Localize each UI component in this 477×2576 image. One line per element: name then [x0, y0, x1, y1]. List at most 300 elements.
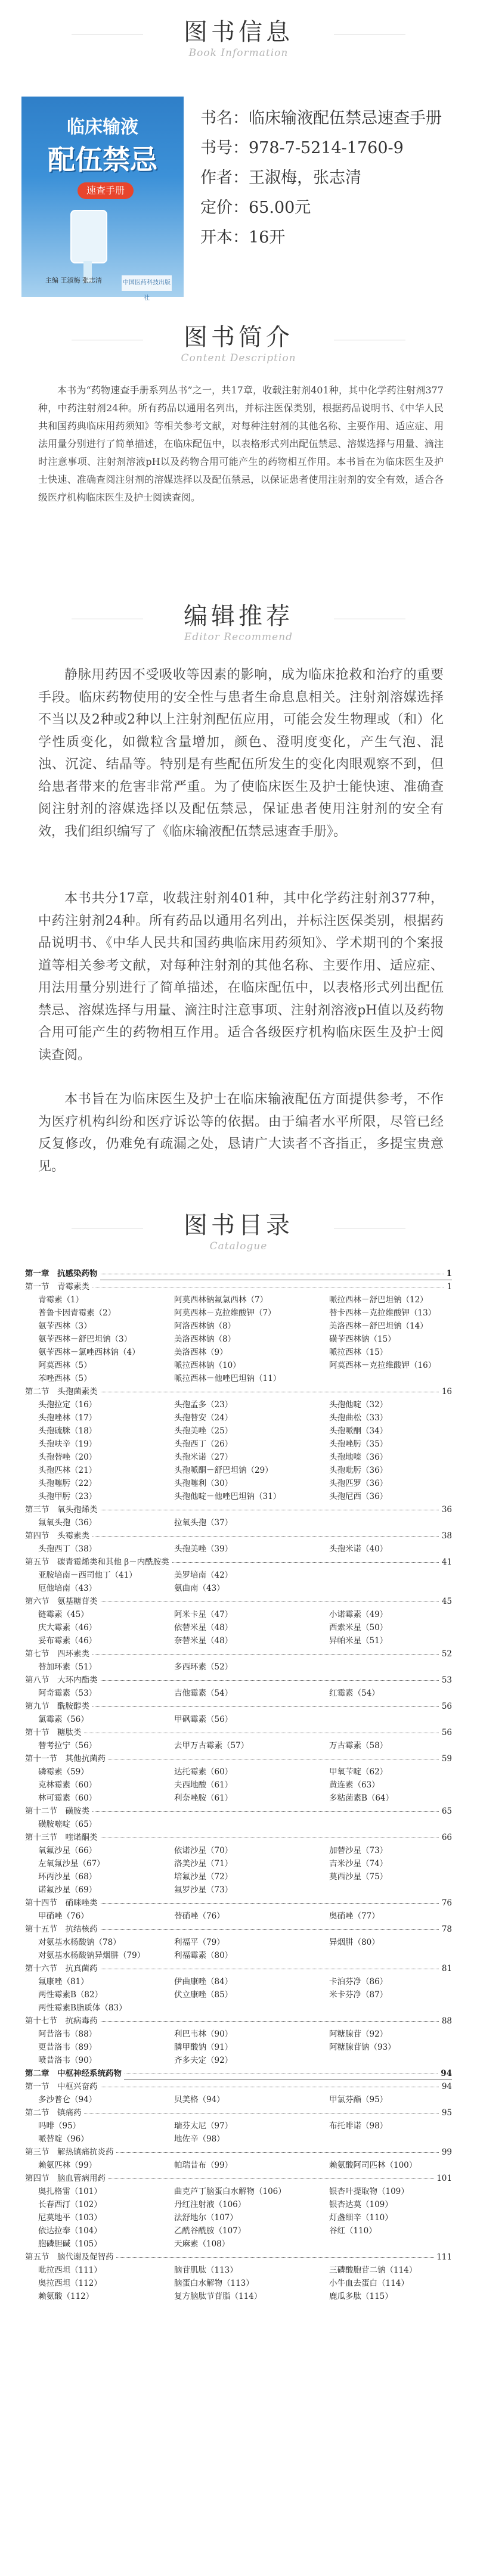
- toc-chapter: [25, 1267, 452, 1280]
- iv-bag-illustration: [70, 210, 107, 263]
- toc-drug-entry: 阿洛西林钠（8）: [174, 1321, 236, 1331]
- info-price: 定价：65.00元: [200, 198, 311, 217]
- toc-drug-entry: 吉他霉素（54）: [174, 1689, 233, 1698]
- toc-page-number: 99: [439, 2146, 452, 2159]
- toc-label: 第八节 大环内酯类: [25, 1674, 100, 1687]
- toc-drug-entry: 依诺沙星（70）: [174, 1846, 233, 1855]
- toc-drug-entry: 美洛西林钠（8）: [174, 1334, 236, 1344]
- toc-item-row: [25, 1398, 452, 1411]
- toc-drug-entry: 夫西地酸（61）: [174, 1780, 233, 1790]
- toc-chapter: [25, 2067, 452, 2080]
- toc-drug-entry: 阿米卡星（47）: [174, 1610, 233, 1619]
- intro-title: 图书简介: [184, 324, 293, 351]
- toc-item-row: [25, 1424, 452, 1438]
- toc-section: [25, 2015, 452, 2028]
- toc-item-row: [25, 2054, 452, 2067]
- toc-section: [25, 1385, 452, 1398]
- toc-drug-entry: 脑蛋白水解物（113）: [174, 2279, 254, 2288]
- toc-drug-entry: 多西环素（52）: [174, 1662, 233, 1672]
- toc-page-number: 111: [434, 2251, 452, 2264]
- toc-label: 第三节 解热镇痛抗炎药: [25, 2146, 116, 2159]
- toc-section: [25, 1752, 452, 1765]
- toc-drug-entry: 贝美格（94）: [174, 2095, 225, 2105]
- toc-drug-entry: 胞磷胆碱（105）: [38, 2239, 102, 2249]
- toc-drug-entry: 吡拉西坦（111）: [38, 2265, 102, 2275]
- toc-page-number: 53: [439, 1674, 452, 1687]
- toc-section: [25, 1647, 452, 1661]
- toc-label: 第四节 脑血管病用药: [25, 2172, 108, 2185]
- toc-drug-entry: 氟康唑（81）: [38, 1977, 89, 1987]
- toc-drug-entry: 头孢美唑（39）: [174, 1544, 233, 1554]
- toc-drug-entry: 头孢他啶（32）: [329, 1400, 388, 1410]
- toc-item-row: [25, 1779, 452, 1792]
- toc-drug-entry: 妥布霉素（46）: [38, 1636, 97, 1646]
- toc-item-row: [25, 1569, 452, 1582]
- toc-drug-entry: 头孢噻利（30）: [174, 1479, 233, 1488]
- toc-drug-entry: 赖氨酸阿司匹林（100）: [329, 2161, 417, 2170]
- toc-item-row: [25, 1543, 452, 1556]
- toc-drug-entry: 银杏达莫（109）: [329, 2200, 393, 2209]
- toc-item-row: [25, 1608, 452, 1621]
- toc-drug-entry: 阿糖腺苷（92）: [329, 2029, 388, 2039]
- toc-drug-entry: 诺氟沙星（69）: [38, 1885, 97, 1895]
- toc-drug-entry: 奥拉西坦（112）: [38, 2279, 102, 2288]
- toc-item-row: [25, 1411, 452, 1424]
- toc-item-row: [25, 2198, 452, 2211]
- toc-item-row: [25, 1949, 452, 1962]
- toc-label: 第五节 碳青霉烯类和其他 β－内酰胺类: [25, 1556, 172, 1569]
- toc-label: 第十四节 硝咪唑类: [25, 1897, 100, 1910]
- toc-page-number: 41: [439, 1556, 452, 1569]
- toc-drug-entry: 头孢曲松（33）: [329, 1413, 388, 1423]
- intro-text: 本书为“药物速查手册系列丛书”之一，共17章，收载注射剂401种，其中化学药注射剂377种，中药注射剂24种。所有药品以通用名列出，并标注医保类别，根据药品说明书、《中华人民共和国药典临床用药须知》等相关参考文献，对每种注射剂的其他名称、主要作用、适应症、用法用量分别进行了简单描述，在临床配伍中，以表格形式列出配伍禁忌、溶媒选择与用量、滴注时注意事项、注射剂溶液pH以及药物合用可能产生的药物相互作用。本书旨在为临床医生及护士快速、准确查阅注射剂的溶媒选择以及配伍禁忌，以保证患者使用注射剂的安全有效，适合各级医疗机构临床医生及护士阅读查阅。: [38, 384, 444, 503]
- info-format: 开本：16开: [200, 228, 286, 247]
- toc-item-row: [25, 1582, 452, 1595]
- toc-page-number: 56: [439, 1726, 452, 1739]
- toc-drug-entry: 曲克芦丁脑蛋白水解物（106）: [174, 2187, 286, 2196]
- toc-item-row: [25, 1765, 452, 1779]
- toc-drug-entry: 氨曲南（43）: [174, 1584, 225, 1593]
- toc-page-number: 94: [439, 2080, 452, 2093]
- toc-drug-entry: 磺苄西林钠（15）: [329, 1334, 396, 1344]
- toc-label: 第一章 抗感染药物: [25, 1267, 100, 1280]
- toc-item-row: [25, 1621, 452, 1634]
- toc-item-row: [25, 1844, 452, 1857]
- toc-item-row: [25, 1883, 452, 1897]
- toc-section: [25, 1280, 452, 1293]
- toc-section: [25, 1700, 452, 1713]
- toc-drug-entry: 阿莫西林钠氟氯西林（7）: [174, 1295, 268, 1305]
- toc-item-row: [25, 1634, 452, 1647]
- cover-badge: 速查手册: [78, 182, 134, 199]
- toc-item-row: [25, 1818, 452, 1831]
- toc-drug-entry: 厄他培南（43）: [38, 1584, 97, 1593]
- toc-drug-entry: 氨苄西林－氯唑西林钠（4）: [38, 1348, 140, 1357]
- toc-section: [25, 1923, 452, 1936]
- toc-drug-entry: 更昔洛韦（89）: [38, 2043, 97, 2052]
- toc-drug-entry: 布托啡诺（98）: [329, 2121, 388, 2131]
- toc-drug-entry: 头孢哌酮（34）: [329, 1426, 388, 1436]
- toc-item-row: [25, 2237, 452, 2251]
- toc-drug-entry: 多粘菌素B（64）: [329, 1793, 394, 1803]
- toc-drug-entry: 头孢唑肟（35）: [329, 1439, 388, 1449]
- toc-item-row: [25, 2159, 452, 2172]
- toc-section: [25, 1805, 452, 1818]
- toc-drug-entry: 膦甲酸钠（91）: [174, 2043, 233, 2052]
- toc-item-row: [25, 2133, 452, 2146]
- toc-page-number: 56: [439, 1700, 452, 1713]
- toc-section: [25, 1529, 452, 1543]
- toc-label: 第二节 头孢菌素类: [25, 1385, 100, 1398]
- toc-drug-entry: 帕瑞昔布（99）: [174, 2161, 233, 2170]
- toc-item-row: [25, 1490, 452, 1503]
- toc-section: [25, 2251, 452, 2264]
- toc-drug-entry: 米卡芬净（87）: [329, 1990, 388, 2000]
- toc-drug-entry: 头孢西丁（38）: [38, 1544, 97, 1554]
- intro-header: [0, 318, 477, 364]
- toc-drug-entry: 磺胺嘧啶（65）: [38, 1820, 97, 1829]
- toc-drug-entry: 左氧氟沙星（67）: [38, 1859, 105, 1869]
- toc-label: 第三节 氧头孢烯类: [25, 1503, 100, 1516]
- toc-page-number: 1: [444, 1267, 452, 1280]
- toc-drug-entry: 氟氧头孢（36）: [38, 1518, 97, 1528]
- toc-drug-entry: 头孢匹林（21）: [38, 1466, 97, 1475]
- toc-drug-entry: 阿昔洛韦（88）: [38, 2029, 97, 2039]
- toc-section: [25, 2172, 452, 2185]
- toc-drug-entry: 鹿瓜多肽（115）: [329, 2292, 393, 2301]
- toc-label: 第十节 糖肽类: [25, 1726, 84, 1739]
- toc-drug-entry: 头孢他啶－他唑巴坦钠（31）: [174, 1492, 281, 1501]
- editor-paragraph: 本书旨在为临床医生及护士在临床输液配伍方面提供参考，不作为医疗机构纠纷和医疗诉讼等的依据。由于编者水平所限，尽管已经反复修改，仍难免有疏漏之处，恳请广大读者不吝指正，多提宝贵意见。: [38, 1092, 444, 1174]
- toc-item-row: [25, 1372, 452, 1385]
- toc-drug-entry: 哌拉西林钠（10）: [174, 1361, 241, 1370]
- toc-drug-entry: 异烟肼（80）: [329, 1938, 380, 1947]
- toc-drug-entry: 头孢米诺（40）: [329, 1544, 388, 1554]
- toc-label: 第十六节 抗真菌药: [25, 1962, 100, 1975]
- toc-section: [25, 1831, 452, 1844]
- toc-drug-entry: 头孢地嗪（36）: [329, 1453, 388, 1462]
- toc-drug-entry: 复方脑肽节苷脂（114）: [174, 2292, 262, 2301]
- toc-drug-entry: 喷昔洛韦（90）: [38, 2056, 97, 2065]
- editor-paragraph: 静脉用药因不受吸收等因素的影响，成为临床抢救和治疗的重要手段。临床药物使用的安全性与患者生命息息相关。注射剂溶媒选择不当以及2种或2种以上注射剂配伍应用，可能会发生物理或（和）化学性质变化，如微粒含量增加，颜色、澄明度变化，产生气泡、混浊、沉淀、结晶等。特别是有些配伍所发生的变化肉眼观察不到，但给患者带来的危害非常严重。为了使临床医生及护士能快速、准确查阅注射剂的溶媒选择以及配伍禁忌，保证患者使用注射剂的安全有效，我们组织编写了《临床输液配伍禁忌速查手册》。: [38, 668, 444, 839]
- toc-drug-entry: 头孢硫脒（18）: [38, 1426, 97, 1436]
- book-info-title: 图书信息: [184, 18, 293, 46]
- toc-label: 第二章 中枢神经系统药物: [25, 2067, 124, 2080]
- toc-drug-entry: 伏立康唑（85）: [174, 1990, 233, 2000]
- toc-drug-entry: 伊曲康唑（84）: [174, 1977, 233, 1987]
- toc-drug-entry: 谷红（110）: [329, 2226, 377, 2236]
- toc-drug-entry: 法舒地尔（107）: [174, 2213, 238, 2223]
- toc-item-row: [25, 2093, 452, 2106]
- toc-page-number: 88: [439, 2015, 452, 2028]
- toc-drug-entry: 瑞芬太尼（97）: [174, 2121, 233, 2131]
- book-info-header: [0, 13, 477, 59]
- toc-drug-entry: 两性霉素B（82）: [38, 1990, 103, 2000]
- toc-drug-entry: 环丙沙星（68）: [38, 1872, 97, 1882]
- toc-drug-entry: 磷霉素（59）: [38, 1767, 89, 1777]
- toc-drug-entry: 氨苄西林（3）: [38, 1321, 92, 1331]
- toc-item-row: [25, 1910, 452, 1923]
- toc-item-row: [25, 2001, 452, 2015]
- toc-drug-entry: 头孢孟多（23）: [174, 1400, 233, 1410]
- toc-drug-entry: 利奈唑胺（61）: [174, 1793, 233, 1803]
- toc-label: 第十七节 抗病毒药: [25, 2015, 100, 2028]
- toc-drug-entry: 去甲万古霉素（57）: [174, 1741, 249, 1751]
- toc-drug-entry: 头孢吡肟（36）: [329, 1466, 388, 1475]
- toc-drug-entry: 头孢甲肟（23）: [38, 1492, 97, 1501]
- toc-label: 第九节 酰胺醇类: [25, 1700, 92, 1713]
- toc-drug-entry: 氯霉素（56）: [38, 1715, 89, 1724]
- toc-item-row: [25, 2290, 452, 2303]
- editor-header: [0, 597, 477, 643]
- toc-page-number: 38: [439, 1529, 452, 1543]
- toc-drug-entry: 哌替啶（96）: [38, 2134, 89, 2144]
- toc-page-number: 66: [439, 1831, 452, 1844]
- toc-page-number: 78: [439, 1923, 452, 1936]
- toc-drug-entry: 利福平（79）: [174, 1938, 225, 1947]
- toc-page-number: 94: [438, 2067, 452, 2080]
- toc-drug-entry: 庆大霉素（46）: [38, 1623, 97, 1632]
- toc-drug-entry: 长春西汀（102）: [38, 2200, 102, 2209]
- toc-label: 第六节 氨基糖苷类: [25, 1595, 100, 1608]
- toc-drug-entry: 丹红注射液（106）: [174, 2200, 246, 2209]
- toc-item-row: [25, 1661, 452, 1674]
- book-cover: [21, 97, 184, 302]
- toc-item-row: [25, 2224, 452, 2237]
- toc-drug-entry: 哌拉西林（15）: [329, 1348, 388, 1357]
- toc-drug-entry: 替硝唑（76）: [174, 1911, 225, 1921]
- toc-section: [25, 1556, 452, 1569]
- toc-drug-entry: 多沙普仑（94）: [38, 2095, 97, 2105]
- toc-drug-entry: 红霉素（54）: [329, 1689, 380, 1698]
- toc-drug-entry: 氧氟沙星（66）: [38, 1846, 97, 1855]
- toc-item-row: [25, 1306, 452, 1320]
- toc-item-row: [25, 1936, 452, 1949]
- toc-page-number: 65: [439, 1805, 452, 1818]
- toc-drug-entry: 赖氨匹林（99）: [38, 2161, 97, 2170]
- toc-page-number: 1: [444, 1280, 452, 1293]
- toc-item-row: [25, 1438, 452, 1451]
- toc-drug-entry: 对氨基水杨酸钠异烟肼（79）: [38, 1951, 145, 1960]
- toc-item-row: [25, 1516, 452, 1529]
- toc-section: [25, 1503, 452, 1516]
- toc-drug-entry: 吗啡（95）: [38, 2121, 81, 2131]
- toc-label: 第五节 脑代谢及促智药: [25, 2251, 116, 2264]
- toc-header: [0, 1206, 477, 1252]
- toc-drug-entry: 对氨基水杨酸钠（78）: [38, 1938, 121, 1947]
- toc-page-number: 59: [439, 1752, 452, 1765]
- toc-drug-entry: 链霉素（45）: [38, 1610, 89, 1619]
- toc-drug-entry: 美罗培南（42）: [174, 1571, 233, 1580]
- toc-drug-entry: 尼莫地平（103）: [38, 2213, 102, 2223]
- toc-page-number: 95: [439, 2106, 452, 2119]
- toc-drug-entry: 银杏叶提取物（109）: [329, 2187, 409, 2196]
- toc-drug-entry: 阿莫西林－克拉维酸钾（7）: [174, 1308, 276, 1318]
- toc-drug-entry: 头孢米诺（27）: [174, 1453, 233, 1462]
- toc-drug-entry: 莫西沙星（75）: [329, 1872, 388, 1882]
- toc-label: 第十五节 抗结核药: [25, 1923, 100, 1936]
- toc-drug-entry: 小诺霉素（49）: [329, 1610, 388, 1619]
- toc-section: [25, 1962, 452, 1975]
- toc-drug-entry: 氨苄西林－舒巴坦钠（3）: [38, 1334, 132, 1344]
- toc-drug-entry: 甲氯芬酯（95）: [329, 2095, 388, 2105]
- cover-publisher: 中国医药科技出版社: [122, 275, 172, 291]
- toc-drug-entry: 天麻素（108）: [174, 2239, 230, 2249]
- toc-drug-entry: 头孢噻肟（22）: [38, 1479, 97, 1488]
- toc-section: [25, 2106, 452, 2119]
- toc-item-row: [25, 2041, 452, 2054]
- toc-drug-entry: 西索米星（50）: [329, 1623, 388, 1632]
- toc-drug-entry: 加替沙星（73）: [329, 1846, 388, 1855]
- toc-drug-entry: 异帕米星（51）: [329, 1636, 388, 1646]
- toc-page-number: 52: [439, 1647, 452, 1661]
- toc-drug-entry: 卡泊芬净（86）: [329, 1977, 388, 1987]
- toc-item-row: [25, 1975, 452, 1988]
- toc-item-row: [25, 1870, 452, 1883]
- toc-drug-entry: 阿莫西林－克拉维酸钾（16）: [329, 1361, 436, 1370]
- editor-paragraph: 本书共分17章，收载注射剂401种，其中化学药注射剂377种，中药注射剂24种。所有药品以通用名列出，并标注医保类别，根据药品说明书、《中华人民共和国药典临床用药须知》、学术期刊的个案报道等相关参考文献，对每种注射剂的其他名称、主要作用、适应症、用法用量分别进行了简单描述，在临床配伍中，以表格形式列出配伍禁忌、溶媒选择与用量、滴注时注意事项、注射剂溶液pH值以及药物合用可能产生的药物相互作用。适合各级医疗机构临床医生及护士阅读查阅。: [38, 891, 444, 1063]
- toc-drug-entry: 替考拉宁（56）: [38, 1741, 97, 1751]
- toc-drug-entry: 阿糖腺苷钠（93）: [329, 2043, 396, 2052]
- toc-item-row: [25, 1792, 452, 1805]
- toc-drug-entry: 氟罗沙星（73）: [174, 1885, 233, 1895]
- editor-title: 编辑推荐: [184, 603, 293, 630]
- toc-drug-entry: 林可霉素（60）: [38, 1793, 97, 1803]
- toc-item-row: [25, 1346, 452, 1359]
- toc-item-row: [25, 1464, 452, 1477]
- toc-drug-entry: 培氟沙星（72）: [174, 1872, 233, 1882]
- table-of-contents: [25, 1267, 452, 2303]
- toc-item-row: [25, 1713, 452, 1726]
- toc-title: 图书目录: [184, 1212, 293, 1239]
- toc-drug-entry: 齐多夫定（92）: [174, 2056, 233, 2065]
- toc-label: 第二节 镇痛药: [25, 2106, 84, 2119]
- toc-drug-entry: 头孢匹罗（36）: [329, 1479, 388, 1488]
- toc-item-row: [25, 1451, 452, 1464]
- toc-item-row: [25, 2028, 452, 2041]
- toc-drug-entry: 利福霉素（80）: [174, 1951, 233, 1960]
- toc-drug-entry: 依达拉奉（104）: [38, 2226, 102, 2236]
- toc-item-row: [25, 1988, 452, 2001]
- toc-drug-entry: 普鲁卡因青霉素（2）: [38, 1308, 116, 1318]
- toc-label: 第一节 青霉素类: [25, 1280, 92, 1293]
- toc-drug-entry: 赖氨酸（112）: [38, 2292, 94, 2301]
- toc-page-number: 76: [439, 1897, 452, 1910]
- toc-drug-entry: 哌拉西林－舒巴坦钠（12）: [329, 1295, 428, 1305]
- toc-label: 第七节 四环素类: [25, 1647, 92, 1661]
- toc-drug-entry: 头孢呋辛（19）: [38, 1439, 97, 1449]
- toc-drug-entry: 奈替米星（48）: [174, 1636, 233, 1646]
- toc-drug-entry: 阿奇霉素（53）: [38, 1689, 97, 1698]
- toc-drug-entry: 吉米沙星（74）: [329, 1859, 388, 1869]
- toc-item-row: [25, 2211, 452, 2224]
- toc-item-row: [25, 1687, 452, 1700]
- toc-page-number: 81: [439, 1962, 452, 1975]
- toc-section: [25, 1897, 452, 1910]
- toc-drug-entry: 依替米星（48）: [174, 1623, 233, 1632]
- toc-drug-entry: 头孢替唑（20）: [38, 1453, 97, 1462]
- toc-drug-entry: 阿莫西林（5）: [38, 1361, 92, 1370]
- toc-item-row: [25, 2185, 452, 2198]
- toc-item-row: [25, 1359, 452, 1372]
- toc-drug-entry: 利巴韦林（90）: [174, 2029, 233, 2039]
- toc-drug-entry: 美洛西林（9）: [174, 1348, 228, 1357]
- info-title: 书名：临床输液配伍禁忌速查手册: [200, 109, 442, 128]
- toc-item-row: [25, 1320, 452, 1333]
- toc-drug-entry: 甲氧苄啶（62）: [329, 1767, 388, 1777]
- toc-subtitle: Catalogue: [209, 1240, 268, 1252]
- toc-drug-entry: 万古霉素（58）: [329, 1741, 388, 1751]
- info-author: 作者：王淑梅，张志清: [200, 169, 361, 187]
- toc-drug-entry: 洛美沙星（71）: [174, 1859, 233, 1869]
- toc-drug-entry: 拉氧头孢（37）: [174, 1518, 233, 1528]
- toc-drug-entry: 苯唑西林（5）: [38, 1374, 92, 1383]
- toc-label: 第十一节 其他抗菌药: [25, 1752, 108, 1765]
- toc-drug-entry: 美洛西林－舒巴坦钠（14）: [329, 1321, 428, 1331]
- toc-drug-entry: 三磷酸胞苷二钠（114）: [329, 2265, 417, 2275]
- toc-section: [25, 1726, 452, 1739]
- toc-drug-entry: 地佐辛（98）: [174, 2134, 225, 2144]
- toc-section: [25, 1595, 452, 1608]
- toc-drug-entry: 黄连素（63）: [329, 1780, 380, 1790]
- toc-drug-entry: 甲硝唑（76）: [38, 1911, 89, 1921]
- toc-drug-entry: 头孢尼西（36）: [329, 1492, 388, 1501]
- toc-item-row: [25, 1739, 452, 1752]
- editor-subtitle: Editor Recommend: [184, 631, 293, 643]
- cover-title-line2: 配伍禁忌: [48, 144, 157, 176]
- toc-section: [25, 1674, 452, 1687]
- toc-page-number: 101: [434, 2172, 452, 2185]
- toc-drug-entry: 青霉素（1）: [38, 1295, 84, 1305]
- toc-page-number: 36: [439, 1503, 452, 1516]
- toc-item-row: [25, 1857, 452, 1870]
- toc-page-number: 16: [439, 1385, 452, 1398]
- toc-drug-entry: 替加环素（51）: [38, 1662, 97, 1672]
- toc-drug-entry: 替卡西林－克拉维酸钾（13）: [329, 1308, 436, 1318]
- toc-drug-entry: 乙酰谷酰胺（107）: [174, 2226, 246, 2236]
- toc-label: 第一节 中枢兴奋药: [25, 2080, 100, 2093]
- toc-item-row: [25, 1477, 452, 1490]
- toc-item-row: [25, 1333, 452, 1346]
- toc-drug-entry: 头孢唑林（17）: [38, 1413, 97, 1423]
- toc-item-row: [25, 2277, 452, 2290]
- toc-item-row: [25, 2264, 452, 2277]
- toc-drug-entry: 头孢拉定（16）: [38, 1400, 97, 1410]
- toc-label: 第四节 头霉素类: [25, 1529, 92, 1543]
- toc-drug-entry: 两性霉素B脂质体（83）: [38, 2003, 127, 2013]
- toc-drug-entry: 小牛血去蛋白（114）: [329, 2279, 409, 2288]
- toc-drug-entry: 奥扎格雷（101）: [38, 2187, 102, 2196]
- book-info-subtitle: Book Information: [188, 47, 289, 59]
- toc-drug-entry: 亚胺培南－西司他丁（41）: [38, 1571, 137, 1580]
- toc-drug-entry: 甲砜霉素（56）: [174, 1715, 233, 1724]
- toc-drug-entry: 头孢美唑（25）: [174, 1426, 233, 1436]
- toc-drug-entry: 哌拉西林－他唑巴坦钠（11）: [174, 1374, 281, 1383]
- toc-section: [25, 2146, 452, 2159]
- toc-label: 第十三节 喹诺酮类: [25, 1831, 100, 1844]
- toc-drug-entry: 脑苷肌肽（113）: [174, 2265, 238, 2275]
- toc-drug-entry: 奥硝唑（77）: [329, 1911, 380, 1921]
- toc-drug-entry: 克林霉素（60）: [38, 1780, 97, 1790]
- toc-item-row: [25, 1293, 452, 1306]
- intro-subtitle: Content Description: [181, 352, 296, 364]
- toc-drug-entry: 灯盏细辛（110）: [329, 2213, 393, 2223]
- toc-drug-entry: 头孢西丁（26）: [174, 1439, 233, 1449]
- cover-authors: 主编 王淑梅 张志清: [45, 277, 102, 284]
- toc-section: [25, 2080, 452, 2093]
- toc-page-number: 45: [439, 1595, 452, 1608]
- toc-drug-entry: 达托霉素（60）: [174, 1767, 233, 1777]
